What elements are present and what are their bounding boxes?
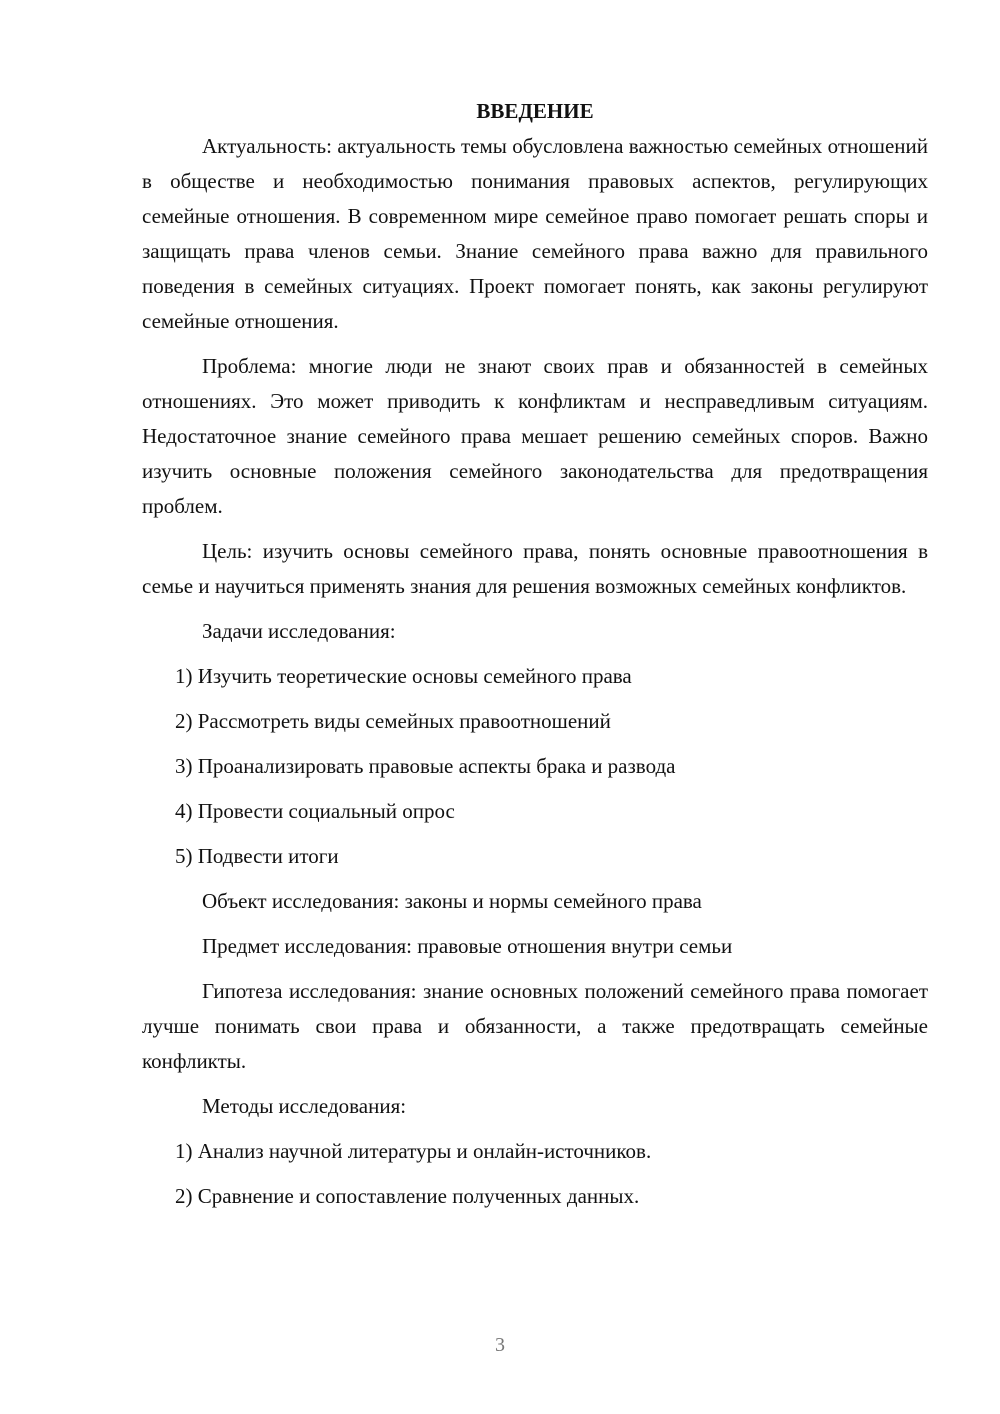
page-number: 3 (495, 1334, 505, 1356)
task-item: 2) Рассмотреть виды семейных правоотношений (175, 709, 611, 733)
section-title: ВВЕДЕНИЕ (476, 99, 594, 123)
methods-heading: Методы исследования: (202, 1094, 407, 1118)
method-item: 1) Анализ научной литературы и онлайн-источников. (175, 1139, 652, 1163)
tasks-heading: Задачи исследования: (202, 619, 396, 643)
hypothesis-paragraph: Гипотеза исследования: знание основных положений семейного права помогает лучше понимать свои права и обязанности, а также предотвращать семейные конфликты. (142, 979, 928, 1073)
method-item: 2) Сравнение и сопоставление полученных данных. (175, 1184, 640, 1208)
task-item: 1) Изучить теоретические основы семейного права (175, 664, 632, 688)
task-item: 4) Провести социальный опрос (175, 799, 455, 823)
research-object: Объект исследования: законы и нормы семейного права (202, 889, 702, 913)
problem-paragraph: Проблема: многие люди не знают своих прав и обязанностей в семейных отношениях. Это может приводить к конфликтам и несправедливым ситуациям. Недостаточное знание семейного права мешает решению семейных споров. Важно изучить основные положения семейного законодательства для предотвращения проблем. (142, 354, 928, 518)
task-item: 3) Проанализировать правовые аспекты брака и развода (175, 754, 676, 778)
relevance-paragraph: Актуальность: актуальность темы обусловлена важностью семейных отношений в обществе и необходимостью понимания правовых аспектов, регулирующих семейные отношения. В современном мире семейное право помогает решать споры и защищать права членов семьи. Знание семейного права важно для правильного поведения в семейных ситуациях. Проект помогает понять, как законы регулируют семейные отношения. (142, 134, 928, 333)
document-page (142, 94, 928, 1224)
research-subject: Предмет исследования: правовые отношения внутри семьи (202, 934, 733, 958)
task-item: 5) Подвести итоги (175, 844, 339, 868)
goal-paragraph: Цель: изучить основы семейного права, понять основные правоотношения в семье и научиться применять знания для решения возможных семейных конфликтов. (142, 539, 928, 598)
